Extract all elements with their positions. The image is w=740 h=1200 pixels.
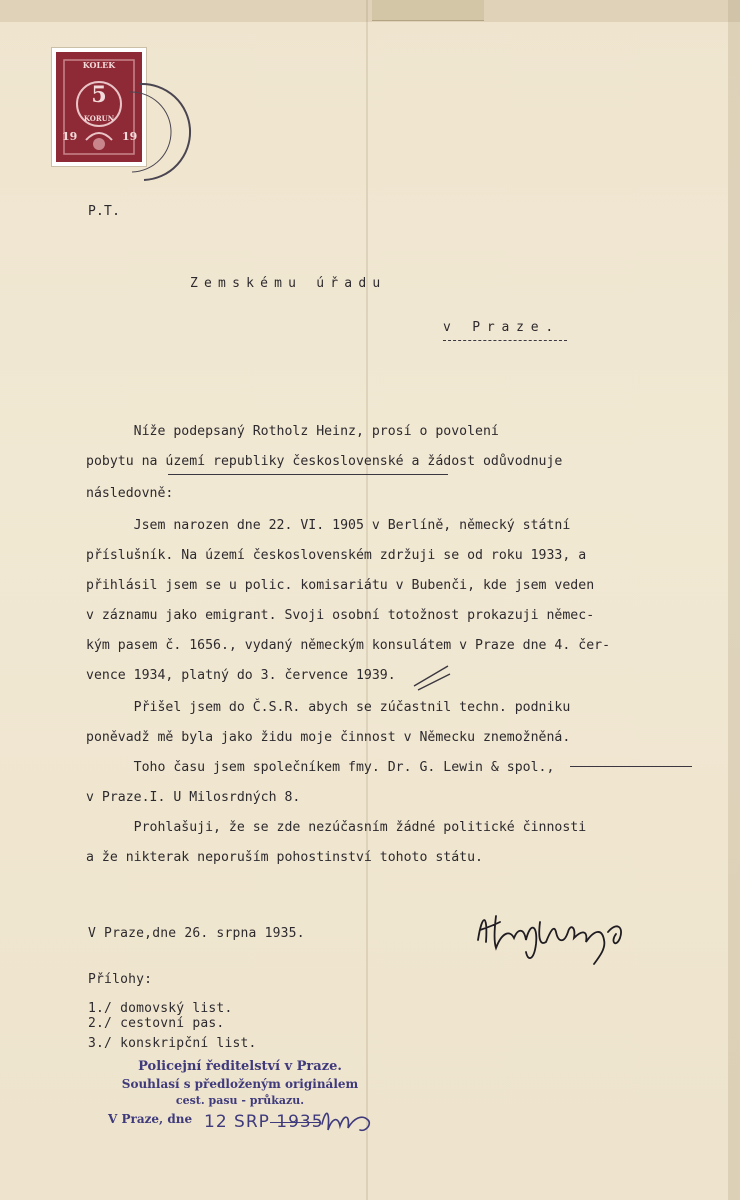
- body-line: pobytu na území republiky československé a žádost odůvodnuje: [86, 454, 563, 469]
- stamp-year-right: 19: [122, 130, 138, 143]
- body-line: Přišel jsem do Č.S.R. abych se zúčastnil techn. podniku: [86, 700, 571, 715]
- police-stamp-line-1: Policejní ředitelství v Praze.: [138, 1059, 342, 1074]
- signature-heinz-rotholz: [470, 902, 640, 972]
- top-edge-discoloration: [0, 0, 740, 22]
- address-underline: [443, 340, 567, 341]
- body-line: následovně:: [86, 486, 174, 501]
- attachment-item: 3./ konskripční list.: [88, 1036, 257, 1051]
- address-line-1: Zemskému úřadu: [190, 276, 387, 291]
- stamp-year-left: 19: [62, 130, 78, 143]
- official-initials-signature: [318, 1100, 378, 1140]
- pencil-underline: [168, 474, 448, 475]
- stamp-value: 5: [91, 82, 107, 108]
- body-line: v Praze.I. U Milosrdných 8.: [86, 790, 301, 805]
- body-line: kým pasem č. 1656., vydaný německým konsulátem v Praze dne 4. čer-: [86, 638, 611, 653]
- attachment-item: 2./ cestovní pas.: [88, 1016, 225, 1031]
- police-stamp-line-2: Souhlasí s předloženým originálem: [121, 1077, 359, 1091]
- stamp-currency: KORUN: [83, 114, 115, 123]
- stamp-date-strike: [270, 1122, 320, 1123]
- body-line: Jsem narozen dne 22. VI. 1905 v Berlíně, německý státní: [86, 518, 571, 533]
- police-stamp-date: 12 SRP 1935: [204, 1112, 324, 1132]
- body-line: Toho času jsem společníkem fmy. Dr. G. Lewin & spol.,: [86, 760, 555, 775]
- pencil-check-mark-icon: [412, 660, 452, 694]
- place-and-date: V Praze,dne 26. srpna 1935.: [88, 926, 305, 941]
- attachment-item: 1./ domovský list.: [88, 1001, 233, 1016]
- address-line-2: v Praze.: [443, 320, 561, 335]
- police-stamp-line-3: cest. pasu - průkazu.: [175, 1094, 305, 1107]
- body-line: v záznamu jako emigrant. Svoji osobní totožnost prokazuji němec-: [86, 608, 595, 623]
- stamp-top-text: KOLEK: [82, 60, 116, 70]
- body-line: a že nikterak neporuším pohostinství tohoto státu.: [86, 850, 483, 865]
- fold-line: [366, 0, 368, 1200]
- body-line: přihlásil jsem se u polic. komisariátu v Bubenči, kde jsem veden: [86, 578, 595, 593]
- body-line: Prohlašuji, že se zde nezúčasním žádné politické činnosti: [86, 820, 587, 835]
- body-line: vence 1934, platný do 3. července 1939.: [86, 668, 396, 683]
- salutation: P.T.: [88, 204, 121, 219]
- pencil-underline: [570, 766, 692, 767]
- body-line: poněvadž mě byla jako židu moje činnost v Německu znemožněná.: [86, 730, 571, 745]
- attachments-heading: Přílohy:: [88, 972, 153, 987]
- body-line: příslušník. Na území československém zdržuji se od roku 1933, a: [86, 548, 587, 563]
- postmark-cancellation-icon: [110, 78, 200, 188]
- body-line: Níže podepsaný Rotholz Heinz, prosí o povolení: [86, 424, 499, 439]
- right-edge-discoloration: [728, 0, 740, 1200]
- police-stamp-line-4: V Praze, dne: [108, 1112, 193, 1126]
- paper-tape: [372, 0, 484, 21]
